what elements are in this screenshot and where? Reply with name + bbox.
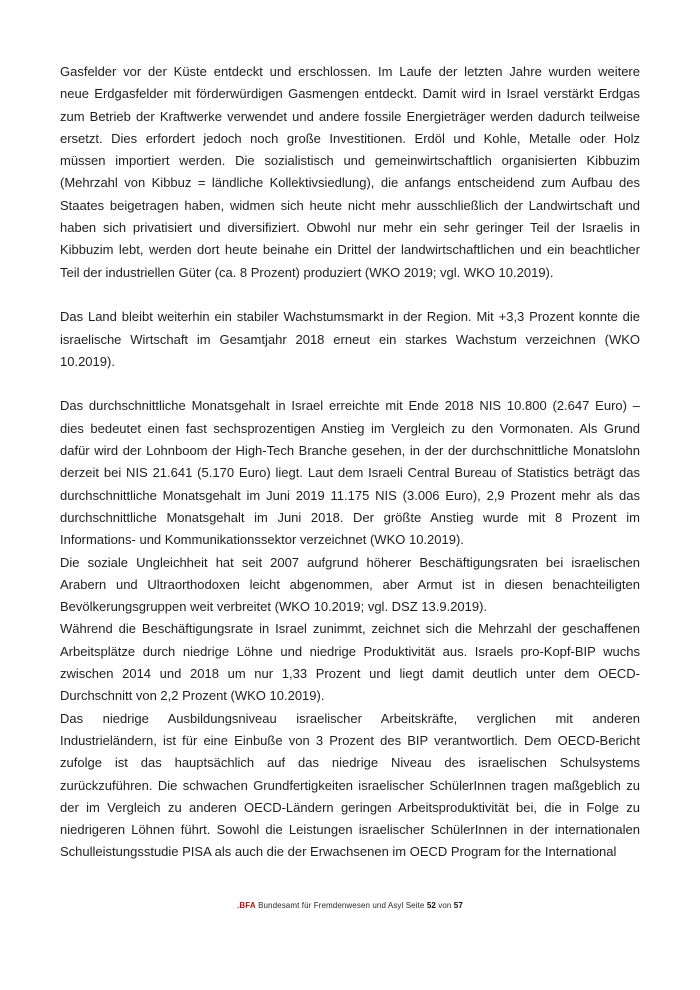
footer-page-number: 52 — [426, 901, 436, 910]
text-line: Informations- und Kommunikationssektor verzeichnet (WKO 10.2019). — [60, 532, 464, 548]
paragraph — [60, 618, 640, 707]
bfa-logo-text: .BFA — [237, 901, 256, 910]
text-line: Bevölkerungsgruppen weit verbreitet (WKO 10.2019; vgl. DSZ 13.9.2019). — [60, 599, 488, 615]
text-line: Durchschnitt von 2,2 Prozent (WKO 10.2019). — [60, 688, 325, 704]
footer-page-word: Seite — [405, 901, 425, 910]
text-line: Teil der industriellen Güter (ca. 8 Prozent) produziert (WKO 2019; vgl. WKO 10.2019). — [60, 264, 554, 280]
text-line: Während die Beschäftigungsrate in Israel zunimmt, zeichnet sich die Mehrzahl der geschaffenen — [60, 621, 640, 637]
footer-page-total: 57 — [453, 901, 463, 910]
footer-of-word: von — [438, 901, 452, 910]
footer-org-name: Bundesamt für Fremdenwesen und Asyl — [258, 901, 404, 910]
text-line: israelische Wirtschaft im Gesamtjahr 2018 erneut ein starkes Wachstum verzeichnen (WKO — [60, 331, 640, 347]
document-text — [60, 61, 640, 864]
paragraph — [60, 552, 640, 619]
text-line: (Mehrzahl von Kibbuz = ländliche Kollektivsiedlung), die anfangs entscheidend zum Aufbau des — [60, 175, 640, 191]
text-line: Gasfelder vor der Küste entdeckt und erschlossen. Im Laufe der letzten Jahre wurden weitere — [60, 64, 640, 79]
page-footer — [0, 900, 700, 912]
text-line: durchschnittliche Monatsgehalt im Juni 2019 11.175 NIS (3.006 Euro), 2,9 Prozent mehr als das — [60, 487, 640, 503]
text-line: Das Land bleibt weiterhin ein stabiler Wachstumsmarkt in der Region. Mit +3,3 Prozent konnte die — [60, 309, 640, 325]
paragraph — [60, 306, 640, 373]
text-line: zwischen 2014 und 2018 um nur 1,33 Prozent und liegt damit deutlich unter dem OECD- — [60, 666, 640, 682]
text-line: Arabern und Ultraorthodoxen leicht abgenommen, aber Armut ist in diesen benachteiligten — [60, 576, 640, 592]
text-line: zum Betrieb der Kraftwerke verwendet und andere fossile Energieträger werden dadurch teilweise — [60, 108, 640, 124]
text-line: dafür wird der Lohnboom der High-Tech Branche gesehen, in der der durchschnittliche Monatslohn — [60, 443, 640, 459]
text-line: der im Vergleich zu anderen OECD-Ländern geringen Arbeitsproduktivität bei, die in Folge zu — [60, 799, 640, 815]
text-line: ersetzt. Dies erfordert jedoch noch große Investitionen. Erdöl und Kohle, Metalle oder Holz — [60, 130, 640, 146]
text-line: zufolge ist das hauptsächlich auf das niedrige Niveau des israelischen Schulsystems — [60, 755, 640, 771]
text-line: Arbeitsplätze durch niedrige Löhne und niedrige Produktivität aus. Israels pro-Kopf-BIP wuchs — [60, 643, 640, 659]
paragraph — [60, 395, 640, 551]
text-line: Die soziale Ungleichheit hat seit 2007 aufgrund höherer Beschäftigungsraten bei israelischen — [60, 554, 640, 570]
text-line: müssen importiert werden. Die sozialistisch und gemeinwirtschaftlich organisierten Kibbuzim — [60, 153, 640, 169]
text-line: 10.2019). — [60, 353, 115, 369]
text-line: zurückzuführen. Die schwachen Grundfertigkeiten israelischer SchülerInnen tragen maßgeblich zu — [60, 777, 640, 793]
text-line: haben sich privatisiert und diversifiziert. Obwohl nur mehr ein sehr geringer Teil der Israelis in — [60, 220, 640, 236]
text-line: Staates beigetragen haben, widmen sich heute nicht mehr ausschließlich der Landwirtschaft und — [60, 197, 640, 213]
text-line: Schulleistungsstudie PISA als auch die der Erwachsenen im OECD Program for the International — [60, 844, 617, 860]
text-line: durchschnittliche Monatsgehalt im Juni 2018. Der größte Anstieg wurde mit 8 Prozent im — [60, 509, 640, 525]
text-line: Das durchschnittliche Monatsgehalt in Israel erreichte mit Ende 2018 NIS 10.800 (2.647 Euro) – — [60, 398, 640, 414]
text-line: dies bedeutet einen fast sechsprozentigen Anstieg im Vergleich zu den Vormonaten. Als Grund — [60, 420, 640, 436]
text-line: Kibbuzim lebt, werden dort heute beinahe ein Drittel der landwirtschaftlichen und ein beachtlicher — [60, 242, 640, 258]
paragraph — [60, 61, 640, 284]
paragraph — [60, 708, 640, 864]
text-line: niedrigeren Löhnen führt. Sowohl die Leistungen israelischer SchülerInnen in der internationalen — [60, 822, 640, 838]
text-line: Das niedrige Ausbildungsniveau israelischer Arbeitskräfte, verglichen mit anderen — [60, 710, 640, 726]
text-line: Industrieländern, ist für eine Einbuße von 3 Prozent des BIP verantwortlich. Dem OECD-Bericht — [60, 732, 640, 748]
text-line: neue Erdgasfelder mit förderwürdigen Gasmengen entdeckt. Damit wird in Israel verstärkt Erdgas — [60, 86, 640, 102]
text-line: derzeit bei NIS 21.641 (5.170 Euro) liegt. Laut dem Israeli Central Bureau of Statistics beträgt das — [60, 465, 640, 481]
